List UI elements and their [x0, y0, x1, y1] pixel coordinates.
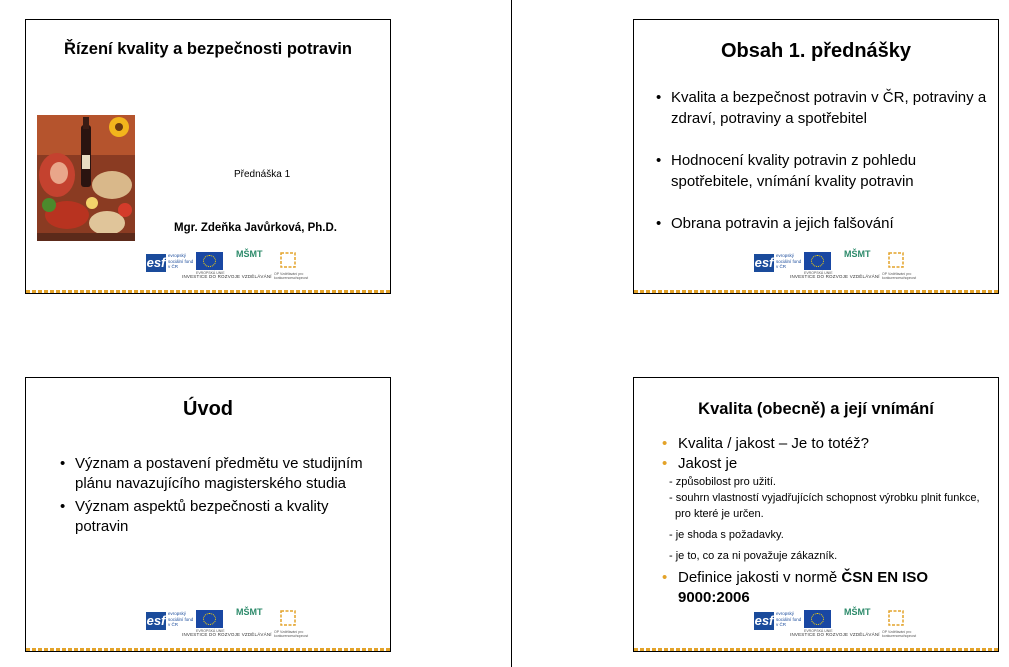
sub-item: - je to, co za ni považuje zákazník. — [669, 550, 838, 562]
sub-item: - je shoda s požadavky. — [669, 529, 784, 541]
list-item: • Význam aspektů bezpečnosti a kvality potravin — [60, 498, 329, 535]
esf-logo: esf evropský sociální fond v ČR — [754, 611, 802, 628]
logo-strip: esf evropský sociální fond v ČR EVROPSKÁ UNIE MŠMT OP Vzdělávání pro konkurenceschopnost INVESTICE DO ROZVOJE VZDĚLÁVÁNÍ — [146, 249, 309, 280]
page-divider — [511, 0, 512, 667]
slide-body — [662, 434, 992, 608]
slide-3[interactable] — [25, 377, 391, 652]
eu-flag-icon — [196, 610, 223, 628]
sub-item: - souhrn vlastností vyjadřujících schopnost výrobku plnit funkce, pro které je určen. — [669, 492, 980, 520]
list-item: • Hodnocení kvality potravin z pohledu spotřebitele, vnímání kvality potravin — [656, 152, 917, 190]
logo-strip: esf evropský sociální fond v ČR EVROPSKÁ UNIE MŠMT OP Vzdělávání pro konkurenceschopnost INVESTICE DO ROZVOJE VZDĚLÁVÁNÍ — [754, 607, 917, 638]
sub-item: - způsobilost pro užití. — [669, 476, 776, 488]
slide-title: Obsah 1. přednášky — [720, 40, 912, 62]
slide-bottom-rule — [26, 648, 390, 651]
esf-logo: esf evropský sociální fond v ČR — [146, 611, 194, 628]
eu-flag-icon — [804, 610, 831, 628]
op-logo-icon — [886, 250, 908, 272]
op-logo-icon — [278, 608, 300, 630]
msmt-logo: MŠMT — [236, 249, 263, 259]
list-item: • Kvalita a bezpečnost potravin v ČR, potraviny a zdraví, potraviny a spotřebitel — [656, 89, 987, 127]
esf-logo: esf evropský sociální fond v ČR — [146, 253, 194, 270]
list-item: • Význam a postavení předmětu ve studijním plánu navazujícího magisterského studia — [60, 455, 363, 492]
author-name: Mgr. Zdeňka Javůrková, Ph.D. — [174, 222, 337, 234]
slide-title: Řízení kvality a bezpečnosti potravin — [64, 40, 352, 58]
slide-1[interactable] — [25, 19, 391, 294]
slide-bottom-rule — [634, 648, 998, 651]
list-item: • Obrana potravin a jejich falšování — [656, 215, 894, 232]
footer-text: INVESTICE DO ROZVOJE VZDĚLÁVÁNÍ — [182, 274, 272, 279]
msmt-logo: MŠMT — [236, 607, 263, 617]
list-item: • Kvalita / jakost – Je to totéž? — [662, 435, 869, 452]
op-logo-icon — [886, 608, 908, 630]
slide-4[interactable] — [633, 377, 999, 652]
msmt-logo: MŠMT — [844, 249, 871, 259]
bullet-list — [60, 454, 380, 540]
slide-bottom-rule — [634, 290, 998, 293]
lecture-number: Přednáška 1 — [234, 169, 291, 180]
eu-flag-icon — [196, 252, 223, 270]
eu-flag-icon — [804, 252, 831, 270]
footer-text: INVESTICE DO ROZVOJE VZDĚLÁVÁNÍ — [790, 274, 880, 279]
bullet-list — [656, 87, 991, 255]
logo-strip: esf evropský sociální fond v ČR EVROPSKÁ UNIE MŠMT OP Vzdělávání pro konkurenceschopnost INVESTICE DO ROZVOJE VZDĚLÁVÁNÍ — [754, 249, 917, 280]
list-item: • Jakost je — [662, 455, 738, 472]
op-logo-icon — [278, 250, 300, 272]
footer-text: INVESTICE DO ROZVOJE VZDĚLÁVÁNÍ — [790, 632, 880, 637]
logo-strip: esf evropský sociální fond v ČR EVROPSKÁ UNIE MŠMT OP Vzdělávání pro konkurenceschopnost INVESTICE DO ROZVOJE VZDĚLÁVÁNÍ — [146, 607, 309, 638]
list-item: • Definice jakosti v normě ČSN EN ISO 9000:2006 — [662, 569, 929, 606]
slide-2[interactable] — [633, 19, 999, 294]
slide-title: Kvalita (obecně) a její vnímání — [698, 400, 934, 418]
slide-bottom-rule — [26, 290, 390, 293]
footer-text: INVESTICE DO ROZVOJE VZDĚLÁVÁNÍ — [182, 632, 272, 637]
esf-logo: esf evropský sociální fond v ČR — [754, 253, 802, 270]
food-photo — [37, 115, 135, 241]
msmt-logo: MŠMT — [844, 607, 871, 617]
slide-title: Úvod — [183, 398, 233, 420]
